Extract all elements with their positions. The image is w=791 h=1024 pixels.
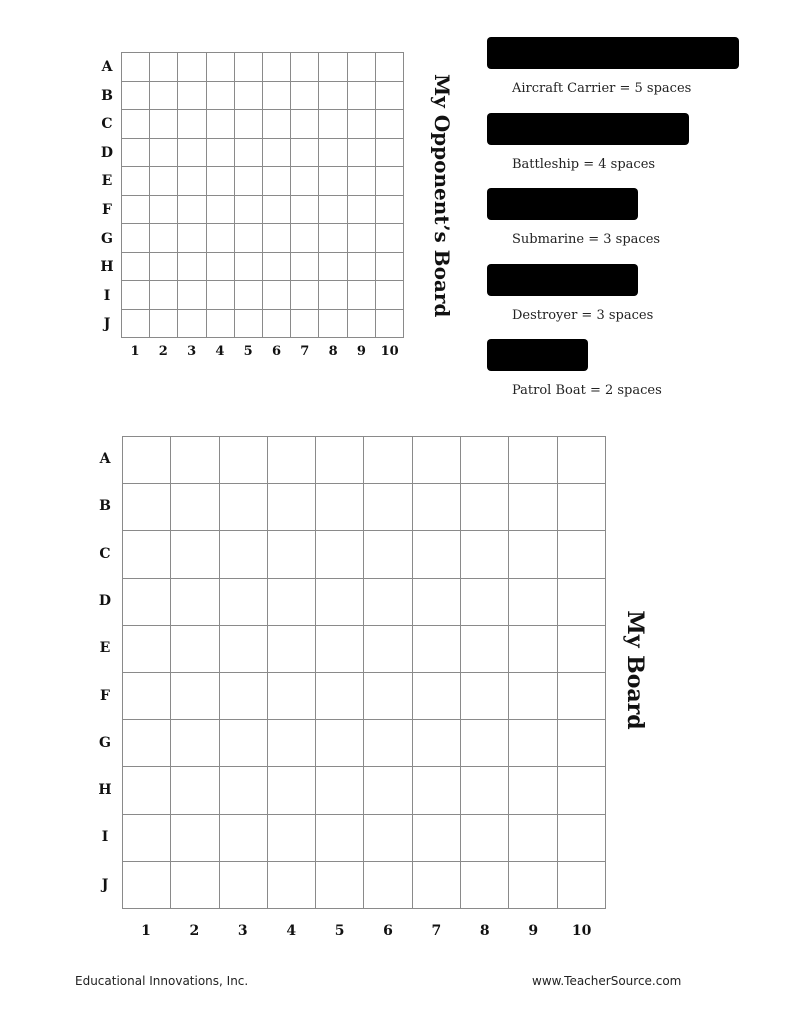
my-board-cell-J10[interactable]	[558, 862, 606, 909]
my-board-cell-J5[interactable]	[316, 862, 364, 909]
opponent-board-cell-J3[interactable]	[178, 310, 206, 339]
opponent-board-cell-F5[interactable]	[235, 196, 263, 225]
opponent-board-cell-A10[interactable]	[376, 53, 404, 82]
my-board-cell-F7[interactable]	[413, 673, 461, 720]
my-board-cell-D8[interactable]	[461, 579, 509, 626]
opponent-board-cell-D5[interactable]	[235, 139, 263, 168]
opponent-board-column-label: 8	[328, 344, 338, 359]
opponent-board-cell-B5[interactable]	[235, 82, 263, 111]
my-board-cell-E10[interactable]	[558, 626, 606, 673]
my-board-cell-H10[interactable]	[558, 767, 606, 814]
my-board-cell-A3[interactable]	[220, 437, 268, 484]
opponent-board-cell-I2[interactable]	[150, 281, 178, 310]
my-board-cell-F5[interactable]	[316, 673, 364, 720]
my-board-column-label: 9	[528, 923, 539, 939]
opponent-board-cell-J6[interactable]	[263, 310, 291, 339]
my-board-row-label: A	[99, 451, 111, 467]
opponent-board-row-label: I	[103, 287, 111, 304]
ship-bar	[487, 339, 588, 371]
opponent-board-cell-I6[interactable]	[263, 281, 291, 310]
opponent-board-column-label: 2	[158, 344, 168, 359]
my-board-cell-J8[interactable]	[461, 862, 509, 909]
opponent-board-cell-H2[interactable]	[150, 253, 178, 282]
my-board-cell-F1[interactable]	[123, 673, 171, 720]
opponent-board-cell-H8[interactable]	[319, 253, 347, 282]
opponent-board-column-label: 10	[380, 344, 399, 359]
my-board-cell-A10[interactable]	[558, 437, 606, 484]
my-board-cell-G7[interactable]	[413, 720, 461, 767]
opponent-board-cell-F8[interactable]	[319, 196, 347, 225]
my-board-cell-J7[interactable]	[413, 862, 461, 909]
my-board-cell-H6[interactable]	[364, 767, 412, 814]
opponent-board-cell-H6[interactable]	[263, 253, 291, 282]
opponent-board-cell-H1[interactable]	[122, 253, 150, 282]
my-board-cell-I9[interactable]	[509, 815, 557, 862]
my-board-cell-A6[interactable]	[364, 437, 412, 484]
my-board-cell-G5[interactable]	[316, 720, 364, 767]
ship-label: Patrol Boat = 2 spaces	[512, 383, 662, 398]
my-board-cell-G4[interactable]	[268, 720, 316, 767]
my-board-cell-C8[interactable]	[461, 531, 509, 578]
my-board-column-label: 8	[479, 923, 490, 939]
opponent-board-cell-C8[interactable]	[319, 110, 347, 139]
opponent-board-row-label: D	[100, 144, 114, 161]
my-board-cell-E2[interactable]	[171, 626, 219, 673]
opponent-board-cell-H10[interactable]	[376, 253, 404, 282]
opponent-board-cell-B2[interactable]	[150, 82, 178, 111]
opponent-board-row-label: G	[101, 230, 113, 247]
opponent-board-cell-G6[interactable]	[263, 224, 291, 253]
my-board-cell-F2[interactable]	[171, 673, 219, 720]
opponent-board-cell-C3[interactable]	[178, 110, 206, 139]
my-board-grid	[122, 436, 606, 909]
my-board-row-label: H	[98, 782, 112, 799]
my-board-cell-I2[interactable]	[171, 815, 219, 862]
opponent-board-cell-C2[interactable]	[150, 110, 178, 139]
opponent-board-cell-D6[interactable]	[263, 139, 291, 168]
opponent-board-cell-D7[interactable]	[291, 139, 319, 168]
opponent-board-cell-J7[interactable]	[291, 310, 319, 339]
opponent-board-cell-A7[interactable]	[291, 53, 319, 82]
opponent-board-column-label: 9	[356, 344, 366, 359]
opponent-board-cell-C9[interactable]	[348, 110, 376, 139]
my-board-cell-C10[interactable]	[558, 531, 606, 578]
my-board-cell-I4[interactable]	[268, 815, 316, 862]
my-board-title: My Board	[622, 610, 648, 730]
opponent-board-title: My Opponent’s Board	[430, 74, 454, 318]
opponent-board-cell-A6[interactable]	[263, 53, 291, 82]
opponent-board-cell-E7[interactable]	[291, 167, 319, 196]
my-board-cell-C4[interactable]	[268, 531, 316, 578]
my-board-row-label: I	[101, 829, 109, 846]
my-board-cell-J4[interactable]	[268, 862, 316, 909]
opponent-board-cell-H3[interactable]	[178, 253, 206, 282]
my-board-row-label: E	[99, 640, 111, 657]
my-board-cell-C1[interactable]	[123, 531, 171, 578]
opponent-board-cell-E10[interactable]	[376, 167, 404, 196]
my-board-cell-H7[interactable]	[413, 767, 461, 814]
my-board-cell-B7[interactable]	[413, 484, 461, 531]
opponent-board-cell-B3[interactable]	[178, 82, 206, 111]
my-board-cell-G10[interactable]	[558, 720, 606, 767]
opponent-board-column-label: 6	[271, 344, 282, 359]
opponent-board-cell-E4[interactable]	[207, 167, 235, 196]
my-board-cell-D1[interactable]	[123, 579, 171, 626]
my-board-cell-H8[interactable]	[461, 767, 509, 814]
opponent-board-cell-G1[interactable]	[122, 224, 150, 253]
opponent-board-cell-G8[interactable]	[319, 224, 347, 253]
opponent-board-cell-A9[interactable]	[348, 53, 376, 82]
opponent-board-cell-F10[interactable]	[376, 196, 404, 225]
ship-label: Submarine = 3 spaces	[512, 232, 661, 247]
opponent-board-cell-F2[interactable]	[150, 196, 178, 225]
my-board-cell-G9[interactable]	[509, 720, 557, 767]
opponent-board-row-label: H	[100, 259, 114, 276]
my-board-cell-G1[interactable]	[123, 720, 171, 767]
opponent-board-cell-D1[interactable]	[122, 139, 150, 168]
ship-bar	[487, 37, 739, 69]
my-board-cell-B9[interactable]	[509, 484, 557, 531]
my-board-cell-D9[interactable]	[509, 579, 557, 626]
my-board-cell-J6[interactable]	[364, 862, 412, 909]
opponent-board-cell-I9[interactable]	[348, 281, 376, 310]
opponent-board-cell-A8[interactable]	[319, 53, 347, 82]
my-board-cell-C5[interactable]	[316, 531, 364, 578]
opponent-board-cell-G2[interactable]	[150, 224, 178, 253]
my-board-column-label: 1	[141, 923, 151, 939]
opponent-board-cell-J2[interactable]	[150, 310, 178, 339]
opponent-board-cell-J9[interactable]	[348, 310, 376, 339]
my-board-cell-D5[interactable]	[316, 579, 364, 626]
opponent-board-cell-I10[interactable]	[376, 281, 404, 310]
opponent-board-cell-G4[interactable]	[207, 224, 235, 253]
footer-publisher: Educational Innovations, Inc.	[75, 974, 249, 988]
opponent-board-cell-A1[interactable]	[122, 53, 150, 82]
my-board-cell-D7[interactable]	[413, 579, 461, 626]
ship-bar	[487, 264, 638, 296]
my-board-row-label: B	[99, 498, 111, 515]
opponent-board-cell-G3[interactable]	[178, 224, 206, 253]
my-board-cell-D4[interactable]	[268, 579, 316, 626]
opponent-board-cell-J8[interactable]	[319, 310, 347, 339]
my-board-cell-E6[interactable]	[364, 626, 412, 673]
my-board-cell-J2[interactable]	[171, 862, 219, 909]
opponent-board-cell-B6[interactable]	[263, 82, 291, 111]
my-board-cell-D6[interactable]	[364, 579, 412, 626]
my-board-cell-C6[interactable]	[364, 531, 412, 578]
my-board-cell-J9[interactable]	[509, 862, 557, 909]
my-board-cell-B3[interactable]	[220, 484, 268, 531]
my-board-cell-B1[interactable]	[123, 484, 171, 531]
opponent-board-cell-E1[interactable]	[122, 167, 150, 196]
opponent-board-column-label: 4	[215, 344, 225, 359]
opponent-board-row-label: J	[103, 316, 111, 333]
opponent-board-row-label: B	[101, 87, 113, 104]
my-board-cell-B6[interactable]	[364, 484, 412, 531]
opponent-board-cell-E8[interactable]	[319, 167, 347, 196]
opponent-board-cell-D3[interactable]	[178, 139, 206, 168]
my-board-cell-H9[interactable]	[509, 767, 557, 814]
my-board-cell-I7[interactable]	[413, 815, 461, 862]
my-board-cell-J1[interactable]	[123, 862, 171, 909]
opponent-board-cell-H9[interactable]	[348, 253, 376, 282]
my-board-cell-I8[interactable]	[461, 815, 509, 862]
opponent-board-cell-B7[interactable]	[291, 82, 319, 111]
my-board-column-label: 5	[334, 923, 345, 939]
opponent-board-cell-D4[interactable]	[207, 139, 235, 168]
my-board-cell-I5[interactable]	[316, 815, 364, 862]
opponent-board-cell-I5[interactable]	[235, 281, 263, 310]
my-board-cell-E9[interactable]	[509, 626, 557, 673]
my-board-cell-E5[interactable]	[316, 626, 364, 673]
my-board-row-label: G	[99, 734, 111, 751]
opponent-board-cell-J10[interactable]	[376, 310, 404, 339]
my-board-cell-H1[interactable]	[123, 767, 171, 814]
opponent-board-cell-B8[interactable]	[319, 82, 347, 111]
opponent-board-cell-B9[interactable]	[348, 82, 376, 111]
my-board-column-label: 2	[189, 923, 200, 939]
my-board-cell-I3[interactable]	[220, 815, 268, 862]
opponent-board-cell-F6[interactable]	[263, 196, 291, 225]
my-board-cell-I10[interactable]	[558, 815, 606, 862]
opponent-board-cell-D10[interactable]	[376, 139, 404, 168]
my-board-cell-F4[interactable]	[268, 673, 316, 720]
my-board-cell-G2[interactable]	[171, 720, 219, 767]
opponent-board-grid	[121, 52, 404, 338]
opponent-board-cell-C10[interactable]	[376, 110, 404, 139]
opponent-board-column-label: 1	[130, 344, 140, 359]
opponent-board-cell-F4[interactable]	[207, 196, 235, 225]
my-board-cell-B4[interactable]	[268, 484, 316, 531]
opponent-board-cell-B4[interactable]	[207, 82, 235, 111]
opponent-board-cell-B1[interactable]	[122, 82, 150, 111]
my-board-column-label: 6	[383, 923, 393, 939]
my-board-column-label: 10	[571, 923, 592, 939]
my-board-cell-J3[interactable]	[220, 862, 268, 909]
opponent-board-cell-D9[interactable]	[348, 139, 376, 168]
my-board-cell-E3[interactable]	[220, 626, 268, 673]
my-board-cell-D3[interactable]	[220, 579, 268, 626]
my-board-cell-I6[interactable]	[364, 815, 412, 862]
opponent-board-cell-J1[interactable]	[122, 310, 150, 339]
my-board-cell-B5[interactable]	[316, 484, 364, 531]
opponent-board-cell-I3[interactable]	[178, 281, 206, 310]
opponent-board-cell-C7[interactable]	[291, 110, 319, 139]
my-board-cell-C9[interactable]	[509, 531, 557, 578]
my-board-column-label: 7	[431, 923, 442, 939]
my-board-cell-B10[interactable]	[558, 484, 606, 531]
my-board-cell-A7[interactable]	[413, 437, 461, 484]
opponent-board-cell-G5[interactable]	[235, 224, 263, 253]
opponent-board-cell-A3[interactable]	[178, 53, 206, 82]
my-board-cell-G3[interactable]	[220, 720, 268, 767]
my-board-cell-D2[interactable]	[171, 579, 219, 626]
opponent-board-column-label: 5	[243, 344, 253, 359]
my-board-cell-G6[interactable]	[364, 720, 412, 767]
opponent-board-cell-D2[interactable]	[150, 139, 178, 168]
my-board-cell-A1[interactable]	[123, 437, 171, 484]
ship-label: Destroyer = 3 spaces	[512, 307, 654, 323]
opponent-board-cell-I8[interactable]	[319, 281, 347, 310]
my-board-row-label: F	[100, 687, 110, 704]
opponent-board-cell-I4[interactable]	[207, 281, 235, 310]
my-board-cell-C3[interactable]	[220, 531, 268, 578]
my-board-column-label: 3	[237, 923, 248, 939]
my-board-cell-E8[interactable]	[461, 626, 509, 673]
opponent-board-cell-E5[interactable]	[235, 167, 263, 196]
opponent-board-cell-A2[interactable]	[150, 53, 178, 82]
opponent-board-cell-C1[interactable]	[122, 110, 150, 139]
my-board-cell-B2[interactable]	[171, 484, 219, 531]
my-board-cell-A2[interactable]	[171, 437, 219, 484]
opponent-board-cell-J5[interactable]	[235, 310, 263, 339]
opponent-board-cell-E9[interactable]	[348, 167, 376, 196]
my-board-cell-H5[interactable]	[316, 767, 364, 814]
my-board-cell-A5[interactable]	[316, 437, 364, 484]
my-board-cell-F3[interactable]	[220, 673, 268, 720]
opponent-board-cell-I7[interactable]	[291, 281, 319, 310]
my-board-cell-C2[interactable]	[171, 531, 219, 578]
opponent-board-cell-B10[interactable]	[376, 82, 404, 111]
my-board-cell-F10[interactable]	[558, 673, 606, 720]
my-board-cell-A4[interactable]	[268, 437, 316, 484]
opponent-board-row-label: C	[101, 116, 113, 133]
opponent-board-column-label: 3	[187, 344, 197, 359]
my-board-cell-H4[interactable]	[268, 767, 316, 814]
opponent-board-cell-I1[interactable]	[122, 281, 150, 310]
my-board-cell-A9[interactable]	[509, 437, 557, 484]
opponent-board-cell-F9[interactable]	[348, 196, 376, 225]
my-board-column-label: 4	[286, 923, 297, 939]
my-board-cell-G8[interactable]	[461, 720, 509, 767]
footer-website: www.TeacherSource.com	[532, 974, 682, 988]
opponent-board-cell-F7[interactable]	[291, 196, 319, 225]
opponent-board-cell-H4[interactable]	[207, 253, 235, 282]
my-board-cell-E4[interactable]	[268, 626, 316, 673]
opponent-board-cell-C5[interactable]	[235, 110, 263, 139]
opponent-board-cell-G9[interactable]	[348, 224, 376, 253]
opponent-board-cell-G10[interactable]	[376, 224, 404, 253]
opponent-board-cell-E2[interactable]	[150, 167, 178, 196]
my-board-row-label: C	[99, 545, 111, 562]
opponent-board-cell-A5[interactable]	[235, 53, 263, 82]
my-board-cell-F8[interactable]	[461, 673, 509, 720]
opponent-board-cell-J4[interactable]	[207, 310, 235, 339]
my-board-cell-H2[interactable]	[171, 767, 219, 814]
opponent-board-cell-C4[interactable]	[207, 110, 235, 139]
opponent-board-cell-D8[interactable]	[319, 139, 347, 168]
my-board-cell-E1[interactable]	[123, 626, 171, 673]
ship-label: Aircraft Carrier = 5 spaces	[512, 81, 692, 96]
opponent-board-cell-E6[interactable]	[263, 167, 291, 196]
opponent-board-row-label: F	[102, 202, 112, 218]
my-board-cell-A8[interactable]	[461, 437, 509, 484]
my-board-row-label: D	[98, 592, 112, 609]
opponent-board-row-label: A	[101, 59, 113, 75]
opponent-board-cell-F3[interactable]	[178, 196, 206, 225]
opponent-board-cell-A4[interactable]	[207, 53, 235, 82]
opponent-board-row-label: E	[101, 173, 113, 190]
opponent-board-cell-G7[interactable]	[291, 224, 319, 253]
opponent-board-cell-H7[interactable]	[291, 253, 319, 282]
my-board-cell-I1[interactable]	[123, 815, 171, 862]
opponent-board-cell-C6[interactable]	[263, 110, 291, 139]
opponent-board-cell-F1[interactable]	[122, 196, 150, 225]
opponent-board-cell-E3[interactable]	[178, 167, 206, 196]
my-board-cell-E7[interactable]	[413, 626, 461, 673]
my-board-cell-H3[interactable]	[220, 767, 268, 814]
ship-bar	[487, 113, 689, 145]
my-board-cell-F6[interactable]	[364, 673, 412, 720]
my-board-cell-F9[interactable]	[509, 673, 557, 720]
my-board-cell-B8[interactable]	[461, 484, 509, 531]
opponent-board-cell-H5[interactable]	[235, 253, 263, 282]
ship-label: Battleship = 4 spaces	[512, 156, 656, 172]
opponent-board-column-label: 7	[300, 344, 310, 359]
my-board-cell-D10[interactable]	[558, 579, 606, 626]
ship-bar	[487, 188, 638, 220]
my-board-row-label: J	[101, 876, 109, 893]
my-board-cell-C7[interactable]	[413, 531, 461, 578]
